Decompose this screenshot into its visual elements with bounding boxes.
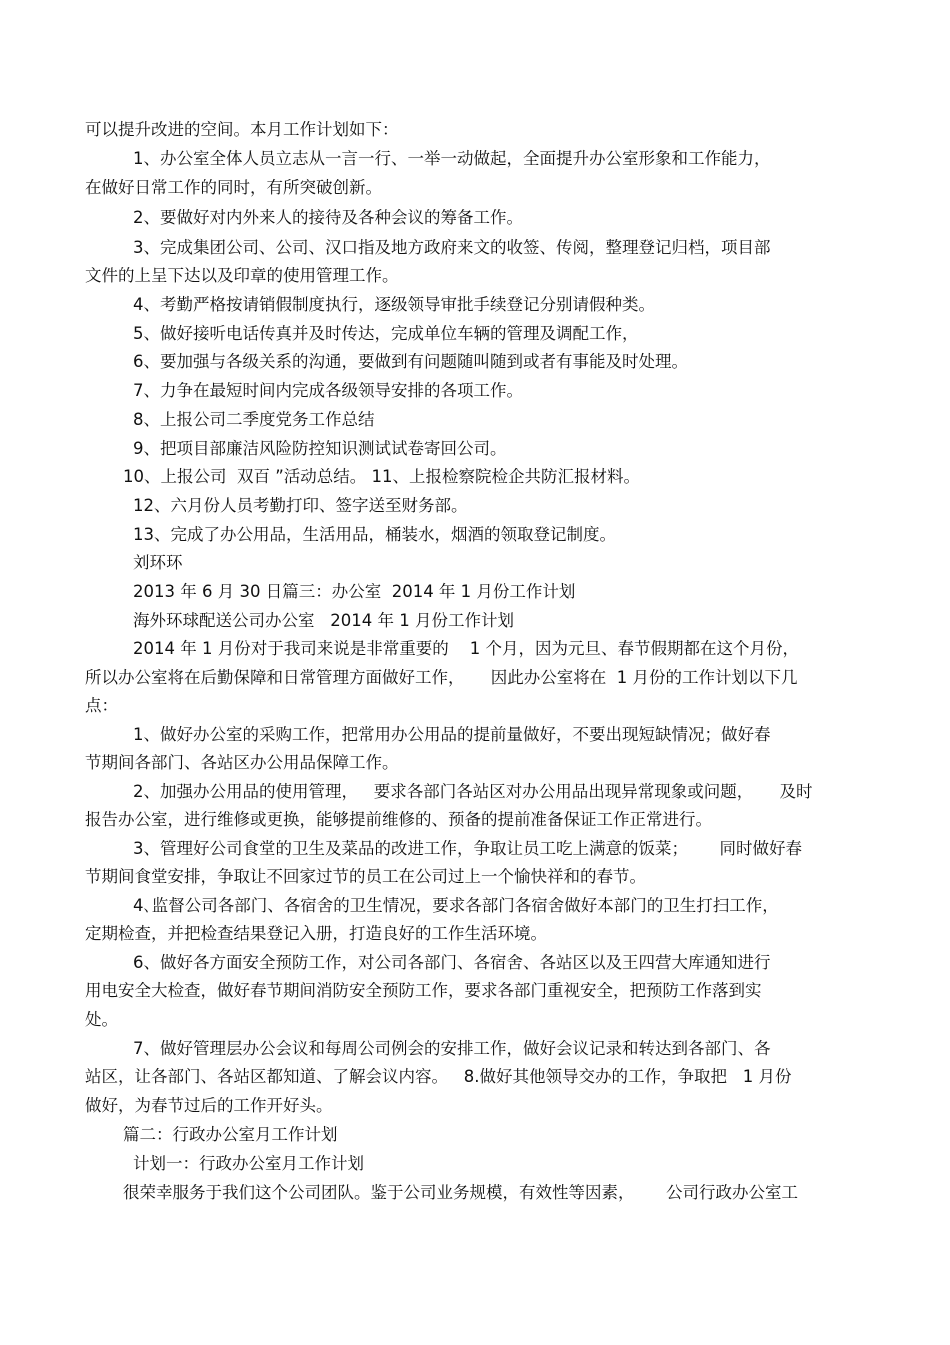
text-line: 7、做好管理层办公会议和每周公司例会的安排工作，做好会议记录和转达到各部门、各 <box>133 1039 771 1058</box>
text-line: 做好，为春节过后的工作开好头。 <box>85 1096 333 1115</box>
text-line: 可以提升改进的空间。本月工作计划如下： <box>85 120 399 139</box>
text-line: 2014 年 1 月份对于我司来说是非常重要的 1 个月，因为元旦、春节假期都在这个月份， <box>133 639 799 658</box>
text-line: 2013 年 6 月 30 日篇三：办公室 2014 年 1 月份工作计划 <box>133 582 576 601</box>
text-line: 13、完成了办公用品，生活用品，桶装水，烟酒的领取登记制度。 <box>133 525 616 544</box>
text-line: 12、六月份人员考勤打印、签字送至财务部。 <box>133 496 468 515</box>
text-line: 定期检查，并把检查结果登记入册，打造良好的工作生活环境。 <box>85 924 547 943</box>
text-line: 处。 <box>85 1010 118 1029</box>
subsection-heading: 计划一：行政办公室月工作计划 <box>133 1154 364 1173</box>
section-title: 海外环球配送公司办公室 2014 年 1 月份工作计划 <box>133 611 514 630</box>
text-line: 用电安全大检查，做好春节期间消防安全预防工作，要求各部门重视安全，把预防工作落到实 <box>85 981 762 1000</box>
text-line: 5、做好接听电话传真并及时传达，完成单位车辆的管理及调配工作， <box>133 324 639 343</box>
text-line: 8、上报公司二季度党务工作总结 <box>133 410 375 429</box>
text-line: 所以办公室将在后勤保障和日常管理方面做好工作， 因此办公室将在 1 月份的工作计划以下几 <box>85 668 798 687</box>
text-line: 报告办公室，进行维修或更换，能够提前维修的、预备的提前准备保证工作正常进行。 <box>85 810 712 829</box>
text-line: 文件的上呈下达以及印章的使用管理工作。 <box>85 266 399 285</box>
signature-name: 刘环环 <box>133 553 183 572</box>
text-line: 6、要加强与各级关系的沟通，要做到有问题随叫随到或者有事能及时处理。 <box>133 352 688 371</box>
text-line: 节期间各部门、各站区办公用品保障工作。 <box>85 753 399 772</box>
text-line: 很荣幸服务于我们这个公司团队。鉴于公司业务规模，有效性等因素， 公司行政办公室工 <box>123 1183 798 1202</box>
text-line: 3、完成集团公司、公司、汉口指及地方政府来文的收签、传阅，整理登记归档，项目部 <box>133 238 771 257</box>
section-heading: 篇二：行政办公室月工作计划 <box>123 1125 338 1144</box>
text-line: 2、要做好对内外来人的接待及各种会议的筹备工作。 <box>133 208 523 227</box>
text-line: 10、上报公司 双百 ”活动总结。 11、上报检察院检企共防汇报材料。 <box>123 467 641 486</box>
text-line: 4､监督公司各部门、各宿舍的卫生情况，要求各部门各宿舍做好本部门的卫生打扫工作， <box>133 896 779 915</box>
text-line: 3、管理好公司食堂的卫生及菜品的改进工作，争取让员工吃上满意的饭菜； 同时做好春 <box>133 839 802 858</box>
text-line: 6、做好各方面安全预防工作，对公司各部门、各宿舍、各站区以及王四营大库通知进行 <box>133 953 771 972</box>
text-line: 1、办公室全体人员立志从一言一行、一举一动做起，全面提升办公室形象和工作能力， <box>133 149 771 168</box>
text-line: 7、力争在最短时间内完成各级领导安排的各项工作。 <box>133 381 523 400</box>
text-line: 节期间食堂安排，争取让不回家过节的员工在公司过上一个愉快祥和的春节。 <box>85 867 646 886</box>
text-line: 4、考勤严格按请销假制度执行，逐级领导审批手续登记分别请假种类。 <box>133 295 655 314</box>
text-line: 1、做好办公室的采购工作，把常用办公用品的提前量做好，不要出现短缺情况；做好春 <box>133 725 771 744</box>
text-line: 在做好日常工作的同时，有所突破创新。 <box>85 178 382 197</box>
text-line: 站区，让各部门、各站区都知道、了解会议内容。 8.做好其他领导交办的工作，争取把 1 月份 <box>85 1067 792 1086</box>
text-line: 点： <box>85 696 118 715</box>
text-line: 2、加强办公用品的使用管理， 要求各部门各站区对办公用品出现异常现象或问题， 及时 <box>133 782 813 801</box>
text-line: 9、把项目部廉洁风险防控知识测试试卷寄回公司。 <box>133 439 507 458</box>
